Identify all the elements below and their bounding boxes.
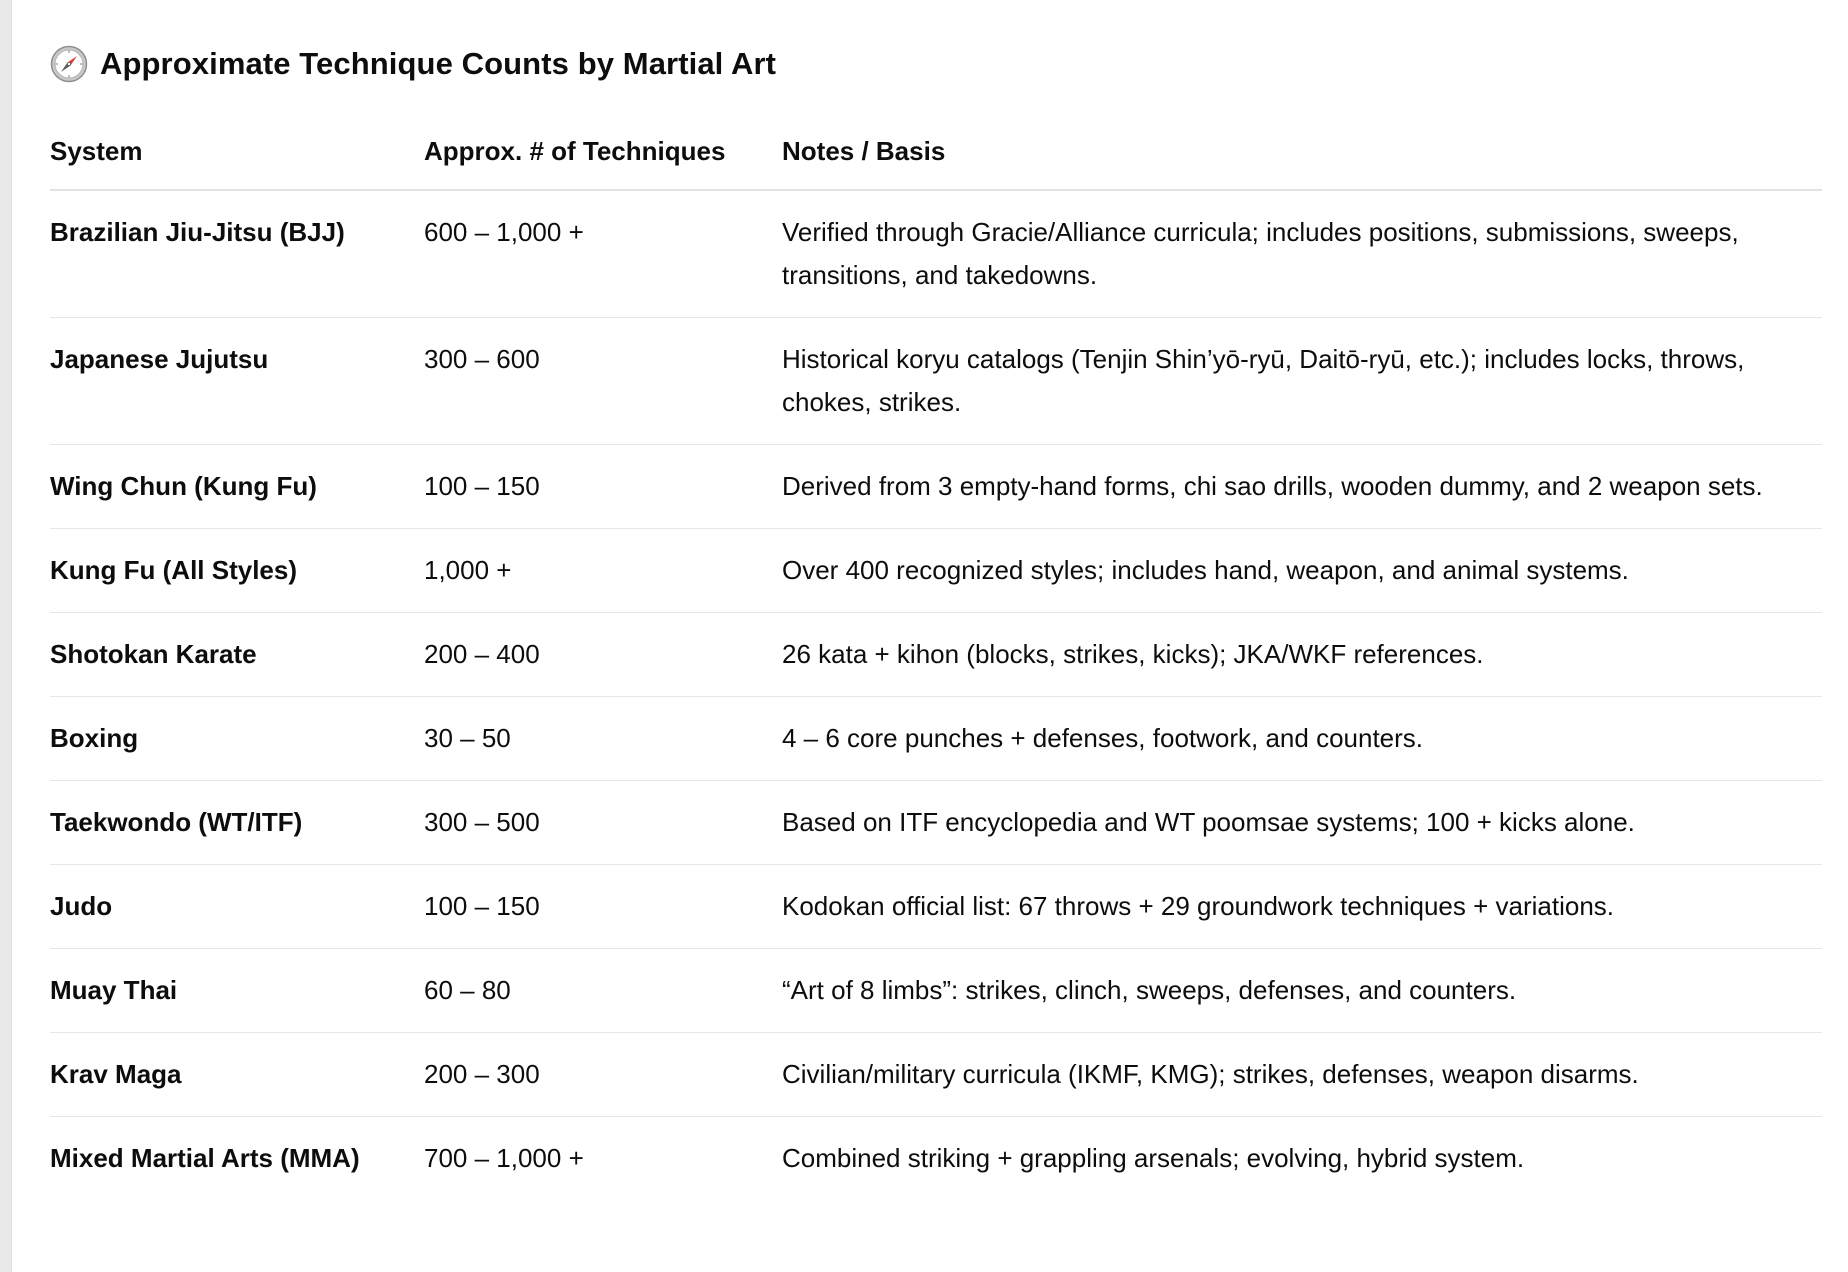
table-row bbox=[50, 318, 1822, 445]
count-cell: 100 – 150 bbox=[424, 445, 782, 529]
notes-cell: Over 400 recognized styles; includes hand, weapon, and animal systems. bbox=[782, 529, 1822, 613]
notes-cell: Verified through Gracie/Alliance curricula; includes positions, submissions, sweeps, transitions, and takedowns. bbox=[782, 190, 1822, 318]
system-cell: Muay Thai bbox=[50, 949, 424, 1033]
notes-cell: 26 kata + kihon (blocks, strikes, kicks); JKA/WKF references. bbox=[782, 613, 1822, 697]
count-cell: 30 – 50 bbox=[424, 697, 782, 781]
system-cell: Japanese Jujutsu bbox=[50, 318, 424, 445]
system-cell: Wing Chun (Kung Fu) bbox=[50, 445, 424, 529]
count-cell: 200 – 400 bbox=[424, 613, 782, 697]
header-notes: Notes / Basis bbox=[782, 136, 1822, 190]
system-cell: Shotokan Karate bbox=[50, 613, 424, 697]
table-row bbox=[50, 697, 1822, 781]
technique-table bbox=[50, 136, 1822, 1200]
system-cell: Krav Maga bbox=[50, 1033, 424, 1117]
system-cell: Judo bbox=[50, 865, 424, 949]
notes-cell: “Art of 8 limbs”: strikes, clinch, sweeps, defenses, and counters. bbox=[782, 949, 1822, 1033]
count-cell: 300 – 500 bbox=[424, 781, 782, 865]
header-count: Approx. # of Techniques bbox=[424, 136, 782, 190]
notes-cell: Combined striking + grappling arsenals; evolving, hybrid system. bbox=[782, 1143, 1525, 1173]
table-header-row bbox=[50, 136, 1822, 190]
count-cell: 300 – 600 bbox=[424, 318, 782, 445]
system-cell: Brazilian Jiu-Jitsu (BJJ) bbox=[50, 190, 424, 318]
title-row bbox=[50, 36, 1822, 92]
notes-cell: Kodokan official list: 67 throws + 29 groundwork techniques + variations. bbox=[782, 865, 1822, 949]
count-cell: 60 – 80 bbox=[424, 949, 782, 1033]
table-row bbox=[50, 949, 1822, 1033]
system-cell: Boxing bbox=[50, 697, 424, 781]
table-row bbox=[50, 190, 1822, 318]
system-cell: Kung Fu (All Styles) bbox=[50, 529, 424, 613]
table-row bbox=[50, 613, 1822, 697]
content bbox=[50, 36, 1822, 1200]
table-row bbox=[50, 445, 1822, 529]
header-system: System bbox=[50, 136, 424, 190]
notes-cell: Derived from 3 empty-hand forms, chi sao drills, wooden dummy, and 2 weapon sets. bbox=[782, 445, 1822, 529]
table-row bbox=[50, 529, 1822, 613]
count-cell: 600 – 1,000 + bbox=[424, 190, 782, 318]
system-cell: Taekwondo (WT/ITF) bbox=[50, 781, 424, 865]
count-cell: 100 – 150 bbox=[424, 865, 782, 949]
notes-cell: Civilian/military curricula (IKMF, KMG); strikes, defenses, weapon disarms. bbox=[782, 1033, 1822, 1117]
table-row bbox=[50, 781, 1822, 865]
count-cell: 200 – 300 bbox=[424, 1033, 782, 1117]
count-cell: 700 – 1,000 + bbox=[424, 1143, 584, 1173]
notes-cell: 4 – 6 core punches + defenses, footwork, and counters. bbox=[782, 697, 1822, 781]
left-rail bbox=[0, 0, 12, 1272]
compass-icon bbox=[50, 45, 88, 83]
table-row bbox=[50, 865, 1822, 949]
table-row bbox=[50, 1033, 1822, 1117]
notes-cell: Historical koryu catalogs (Tenjin Shin’yō-ryū, Daitō-ryū, etc.); includes locks, throws, chokes, strikes. bbox=[782, 318, 1822, 445]
system-cell: Mixed Martial Arts (MMA) bbox=[50, 1143, 360, 1173]
notes-cell: Based on ITF encyclopedia and WT poomsae systems; 100 + kicks alone. bbox=[782, 781, 1822, 865]
count-cell: 1,000 + bbox=[424, 529, 782, 613]
table-row bbox=[50, 1117, 1822, 1201]
page-title: Approximate Technique Counts by Martial Art bbox=[100, 46, 777, 81]
